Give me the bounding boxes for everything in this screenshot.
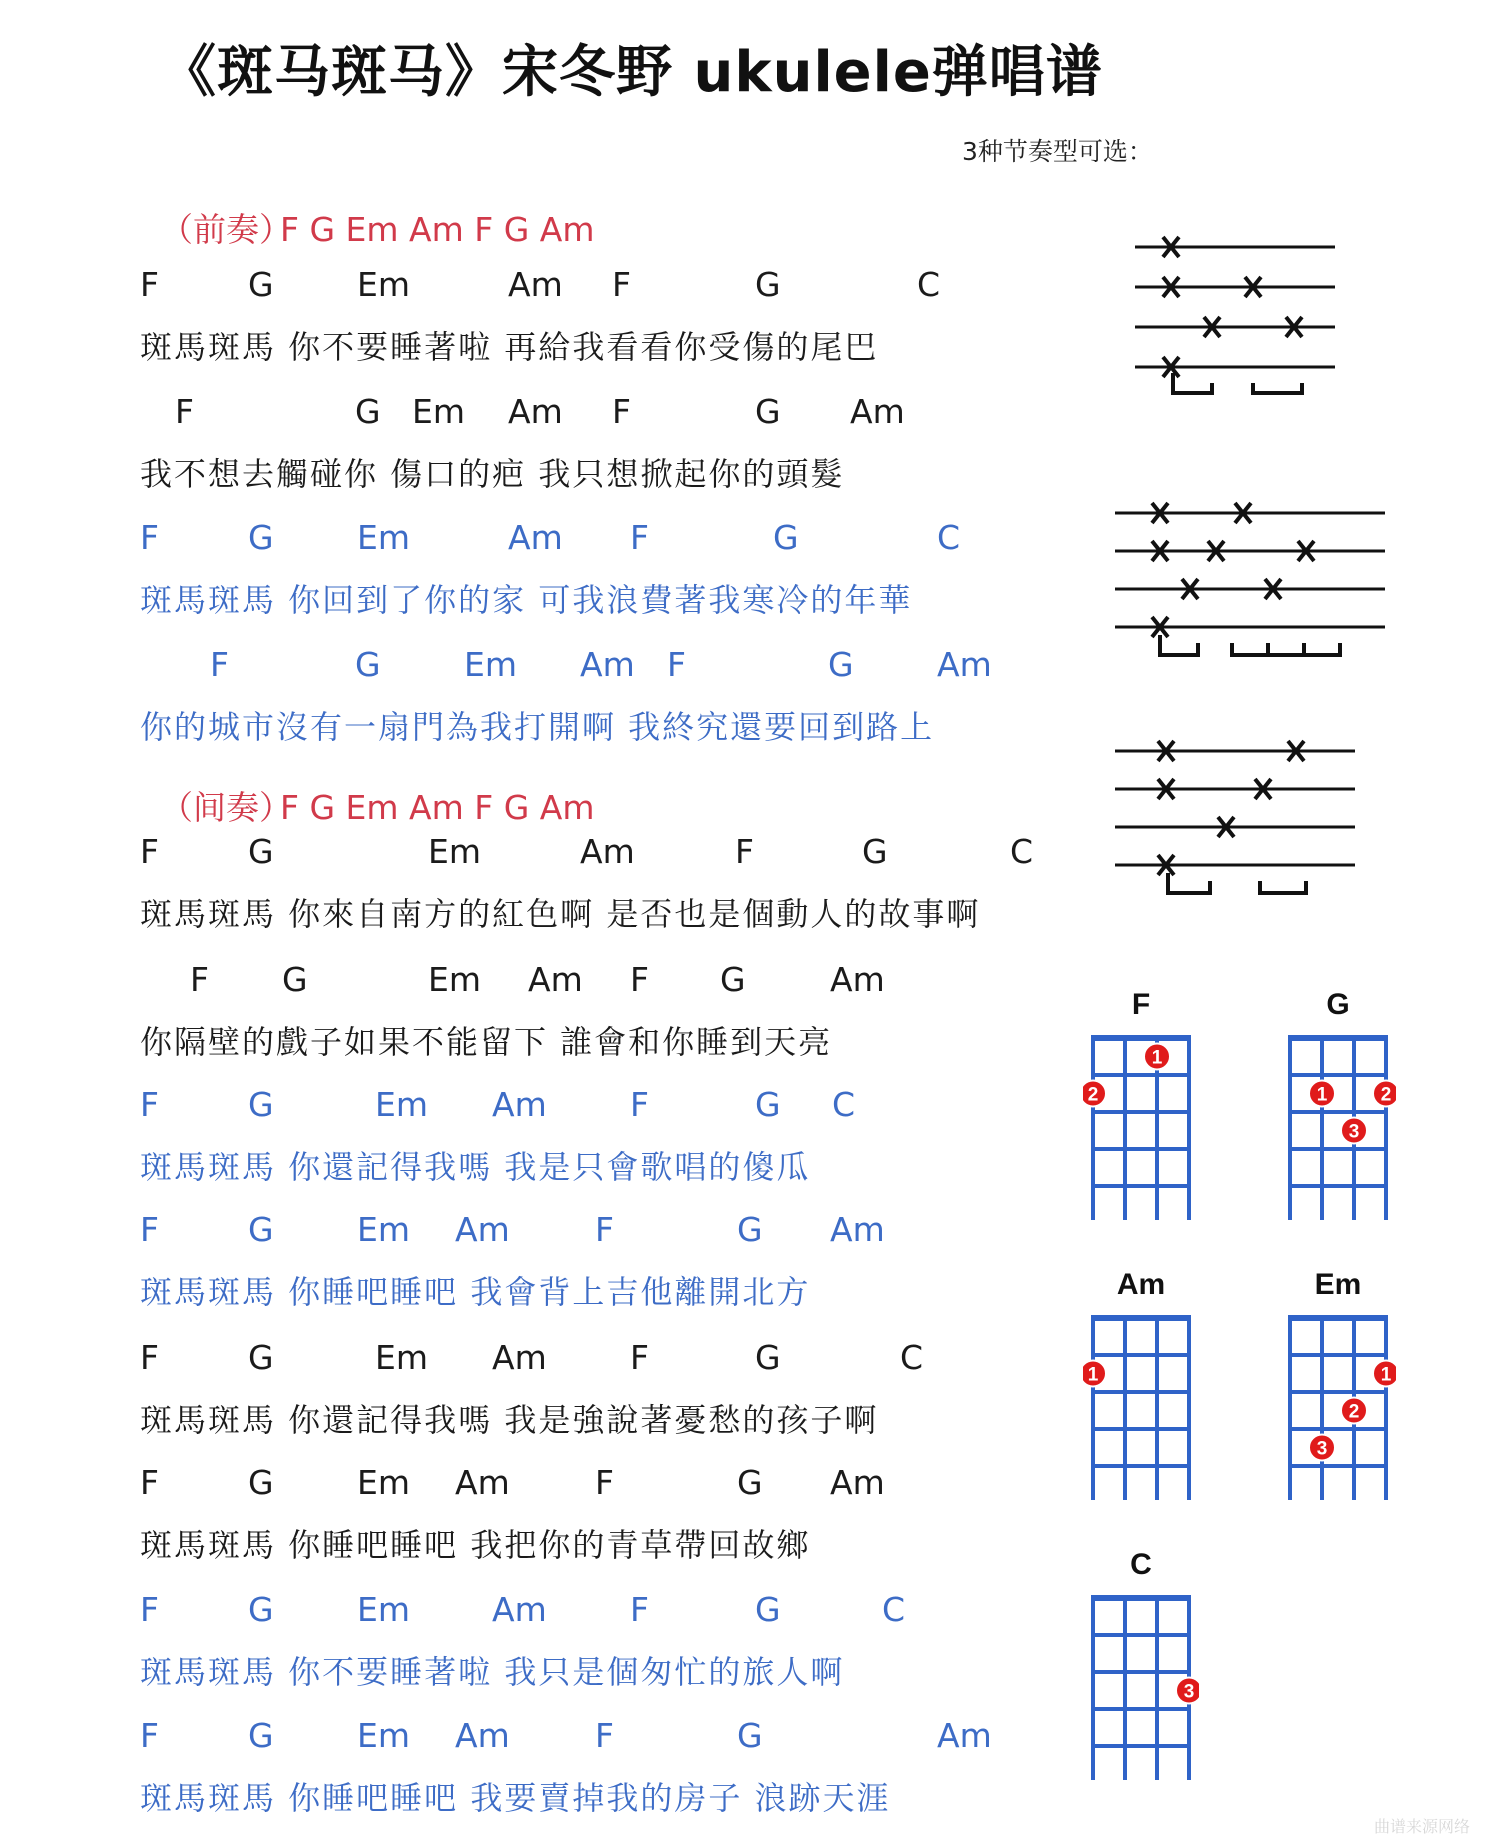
chord-symbol: G	[737, 1463, 763, 1502]
chord-symbol: F	[735, 832, 754, 871]
strum-pattern-1	[1130, 225, 1340, 405]
chord-symbol: F	[140, 1085, 159, 1124]
chord-symbol: C	[900, 1338, 924, 1377]
rhythm-options-label: 3种节奏型可选：	[962, 137, 1153, 166]
page-title: 《斑马斑马》宋冬野 ukulele弹唱谱	[160, 40, 1103, 105]
finger-dot	[1309, 1435, 1335, 1461]
chord-symbol: F	[140, 832, 159, 871]
chord-line	[0, 518, 1100, 558]
chord-symbol: F	[210, 645, 229, 684]
chord-symbol: F	[190, 960, 209, 999]
chord-symbol: F	[140, 1210, 159, 1249]
chord-symbol: C	[832, 1085, 856, 1124]
fretboard-diagram	[1083, 1310, 1199, 1500]
chord-symbol: G	[755, 1590, 781, 1629]
watermark: 曲谱来源网络	[1373, 1817, 1470, 1836]
chord-symbol: C	[1010, 832, 1034, 871]
strum-pattern-2	[1110, 495, 1390, 665]
chord-symbol: F	[140, 1590, 159, 1629]
finger-dot	[1309, 1081, 1335, 1107]
chord-symbol: Em	[428, 960, 481, 999]
chord-symbol: Em	[375, 1338, 428, 1377]
chord-symbol: F	[595, 1463, 614, 1502]
chord-symbol: G	[737, 1716, 763, 1755]
finger-number: 1	[1316, 1084, 1328, 1106]
finger-number: 3	[1348, 1121, 1360, 1143]
chord-symbol: G	[355, 645, 381, 684]
chord-symbol: C	[917, 265, 941, 304]
lyric-line: 斑馬斑馬 你睡吧睡吧 我會背上吉他離開北方	[140, 1273, 811, 1311]
chord-symbol: G	[755, 1338, 781, 1377]
chord-symbol: Em	[357, 265, 410, 304]
chord-symbol: F	[612, 265, 631, 304]
chord-symbol: F	[630, 518, 649, 557]
chord-symbol: G	[248, 1210, 274, 1249]
chord-line	[0, 1338, 1100, 1378]
chord-symbol: F	[667, 645, 686, 684]
chord-symbol: F	[140, 1716, 159, 1755]
chord-chart-name: Em	[1314, 1268, 1362, 1301]
chord-symbol: G	[720, 960, 746, 999]
finger-number: 3	[1316, 1438, 1328, 1460]
chord-symbol: G	[248, 1716, 274, 1755]
chord-symbol: Em	[464, 645, 517, 684]
chord-symbol: Am	[830, 1210, 885, 1249]
chord-symbol: Am	[492, 1590, 547, 1629]
chord-symbol: Am	[580, 832, 635, 871]
lyric-line: 斑馬斑馬 你不要睡著啦 我只是個匆忙的旅人啊	[140, 1653, 845, 1691]
chord-symbol: G	[755, 265, 781, 304]
chord-symbol: Am	[492, 1338, 547, 1377]
chord-symbol: Am	[508, 392, 563, 431]
chord-symbol: G	[248, 1463, 274, 1502]
chord-symbol: F	[612, 392, 631, 431]
lyric-line: 斑馬斑馬 你來自南方的紅色啊 是否也是個動人的故事啊	[140, 895, 981, 933]
chord-line	[0, 265, 1100, 305]
chord-symbol: Em	[357, 1210, 410, 1249]
chord-chart-G	[1280, 988, 1396, 1220]
chord-line	[0, 1716, 1100, 1756]
chord-chart-name: G	[1326, 988, 1350, 1021]
lyric-line: 你的城市沒有一扇門為我打開啊 我終究還要回到路上	[140, 708, 935, 746]
chord-line	[0, 1210, 1100, 1250]
interlude-line	[160, 788, 760, 828]
chord-symbol: C	[937, 518, 961, 557]
chord-symbol: Em	[428, 832, 481, 871]
lyric-line: 斑馬斑馬 你睡吧睡吧 我要賣掉我的房子 浪跡天涯	[140, 1779, 891, 1817]
chord-symbol: Am	[492, 1085, 547, 1124]
chord-symbol: F	[595, 1716, 614, 1755]
chord-symbol: G	[737, 1210, 763, 1249]
chord-symbol: G	[248, 1085, 274, 1124]
interlude-label: （间奏）	[160, 788, 292, 827]
finger-dot	[1341, 1398, 1367, 1424]
chord-symbol: G	[773, 518, 799, 557]
interlude-chords: F G Em Am F G Am	[280, 788, 595, 827]
finger-dot	[1083, 1361, 1106, 1387]
chord-symbol: F	[595, 1210, 614, 1249]
chord-symbol: Am	[937, 645, 992, 684]
chord-line	[0, 832, 1100, 872]
chord-line	[0, 1463, 1100, 1503]
chord-symbol: Am	[455, 1210, 510, 1249]
lyric-line: 斑馬斑馬 你不要睡著啦 再給我看看你受傷的尾巴	[140, 328, 879, 366]
chord-symbol: G	[862, 832, 888, 871]
lyric-line: 斑馬斑馬 你回到了你的家 可我浪費著我寒冷的年華	[140, 581, 913, 619]
finger-number: 3	[1183, 1681, 1195, 1703]
lyric-line: 斑馬斑馬 你還記得我嗎 我是強說著憂愁的孩子啊	[140, 1401, 879, 1439]
fretboard-diagram	[1083, 1590, 1199, 1780]
finger-number: 1	[1380, 1364, 1392, 1386]
finger-dot	[1373, 1081, 1396, 1107]
chord-chart-Em	[1280, 1268, 1396, 1500]
chord-symbol: G	[248, 518, 274, 557]
finger-number: 1	[1087, 1364, 1099, 1386]
chord-symbol: G	[248, 265, 274, 304]
fretboard-diagram	[1280, 1310, 1396, 1500]
lyric-line: 斑馬斑馬 你睡吧睡吧 我把你的青草帶回故鄉	[140, 1526, 811, 1564]
finger-number: 1	[1151, 1047, 1163, 1069]
chord-line	[0, 392, 1100, 432]
chord-symbol: G	[248, 1338, 274, 1377]
chord-chart-Am	[1083, 1268, 1199, 1500]
prelude-label: （前奏）	[160, 210, 292, 249]
chord-symbol: Am	[830, 960, 885, 999]
chord-symbol: G	[828, 645, 854, 684]
chord-chart-C	[1083, 1548, 1199, 1780]
lyric-line: 斑馬斑馬 你還記得我嗎 我是只會歌唱的傻瓜	[140, 1148, 811, 1186]
chord-symbol: Em	[375, 1085, 428, 1124]
chord-symbol: F	[140, 265, 159, 304]
chord-symbol: Am	[455, 1463, 510, 1502]
fretboard-diagram	[1280, 1030, 1396, 1220]
finger-dot	[1373, 1361, 1396, 1387]
finger-dot	[1144, 1044, 1170, 1070]
chord-symbol: G	[355, 392, 381, 431]
chord-symbol: F	[630, 1338, 649, 1377]
chord-line	[0, 960, 1100, 1000]
chord-symbol: Am	[508, 518, 563, 557]
lyric-line: 你隔壁的戲子如果不能留下 誰會和你睡到天亮	[140, 1023, 833, 1061]
finger-number: 2	[1380, 1084, 1392, 1106]
chord-symbol: F	[140, 1338, 159, 1377]
chord-symbol: Em	[357, 1463, 410, 1502]
chord-symbol: G	[248, 1590, 274, 1629]
chord-symbol: Em	[357, 518, 410, 557]
chord-symbol: G	[755, 392, 781, 431]
lyric-line: 我不想去觸碰你 傷口的疤 我只想掀起你的頭髮	[140, 455, 845, 493]
chord-symbol: G	[282, 960, 308, 999]
prelude-line	[160, 210, 760, 250]
finger-dot	[1083, 1081, 1106, 1107]
chord-symbol: Em	[357, 1716, 410, 1755]
finger-number: 2	[1087, 1084, 1099, 1106]
chord-symbol: F	[140, 1463, 159, 1502]
chord-line	[0, 1590, 1100, 1630]
chord-line	[0, 645, 1100, 685]
chord-symbol: Am	[830, 1463, 885, 1502]
chord-chart-name: Am	[1116, 1268, 1166, 1301]
prelude-chords: F G Em Am F G Am	[280, 210, 595, 249]
chord-line	[0, 1085, 1100, 1125]
chord-chart-name: C	[1130, 1548, 1152, 1581]
fretboard-diagram	[1083, 1030, 1199, 1220]
chord-symbol: F	[630, 1590, 649, 1629]
chord-symbol: Am	[508, 265, 563, 304]
strum-pattern-3	[1110, 733, 1370, 903]
chord-symbol: F	[140, 518, 159, 557]
chord-chart-F	[1083, 988, 1199, 1220]
chord-symbol: Am	[455, 1716, 510, 1755]
finger-dot	[1341, 1118, 1367, 1144]
finger-dot	[1176, 1678, 1199, 1704]
chord-symbol: Am	[850, 392, 905, 431]
chord-symbol: Am	[937, 1716, 992, 1755]
chord-symbol: F	[630, 1085, 649, 1124]
chord-symbol: G	[248, 832, 274, 871]
chord-symbol: Am	[528, 960, 583, 999]
chord-symbol: G	[755, 1085, 781, 1124]
chord-chart-name: F	[1131, 988, 1151, 1021]
chord-symbol: Am	[580, 645, 635, 684]
finger-number: 2	[1348, 1401, 1360, 1423]
chord-symbol: F	[175, 392, 194, 431]
chord-symbol: Em	[412, 392, 465, 431]
chord-symbol: C	[882, 1590, 906, 1629]
chord-symbol: Em	[357, 1590, 410, 1629]
chord-symbol: F	[630, 960, 649, 999]
